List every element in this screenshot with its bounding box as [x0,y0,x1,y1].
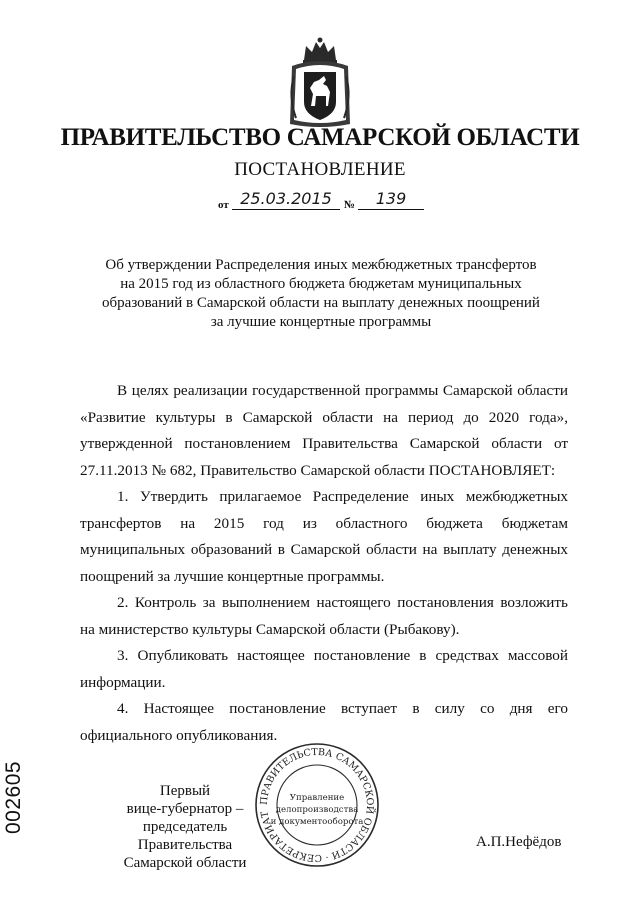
signatory-title-line: председатель Правительства [137,819,233,853]
date-number-line [218,190,428,214]
stamp-ring-text: ПРАВИТЕЛЬСТВА САМАРСКОЙ ОБЛАСТИ · СЕКРЕТАРИАТ [258,746,376,864]
body-item: 1. Утвердить прилагаемое Распределение иных межбюджетных трансфертов на 2015 год из областного бюджета бюджетам муниципальных образований в Самарской области на выплату денежных поощрений за лучшие концертные программы. [80,488,568,585]
subject-line: на 2015 год из областного бюджета бюджетам муниципальных [120,276,522,292]
stamp-inner-line: и документооборота [270,817,364,827]
document-body [80,378,568,749]
body-item: 4. Настоящее постановление вступает в силу со дня его официального опубликования. [80,700,568,744]
body-item: 3. Опубликовать настоящее постановление в средствах массовой информации. [80,647,568,691]
stamp-inner-line: Управление [289,793,345,803]
document-type: ПОСТАНОВЛЕНИЕ [234,159,406,180]
signatory-title-line: вице-губернатор – [126,801,244,817]
signatory-title-line: Самарской области [123,855,247,871]
signatory-name: А.П.Нефёдов [476,834,562,850]
stamp-inner-line: делопроизводства [275,805,359,815]
handwritten-date: 25.03.2015 [232,190,340,210]
signatory-title-line: Первый [159,783,211,799]
official-seal-stamp [254,742,380,868]
preamble-paragraph: В целях реализации государственной программы Самарской области «Развитие культуры в Самарской области на период до 2020 года», утвержденной постановлением Правительства Самарской области от 27.11.2013 № 682, Правительство Самарской области ПОСТАНОВЛЯЕТ: [80,382,568,479]
subject-line: образований в Самарской области на выплату денежных поощрений [102,295,540,311]
number-prefix: № [344,199,356,211]
subject-line: Об утверждении Распределения иных межбюджетных трансфертов [105,257,537,273]
handwritten-number: 139 [358,190,424,210]
body-item: 2. Контроль за выполнением настоящего постановления возложить на министерство культуры Самарской области (Рыбакову). [80,594,568,638]
samara-coat-of-arms-icon [286,36,354,132]
government-title: ПРАВИТЕЛЬСТВО САМАРСКОЙ ОБЛАСТИ [60,124,580,151]
date-prefix: от [218,199,229,211]
side-registration-number: 002605 [2,760,25,834]
signatory-title [100,782,270,872]
subject-line: за лучшие концертные программы [210,314,432,330]
document-subject [90,256,552,332]
